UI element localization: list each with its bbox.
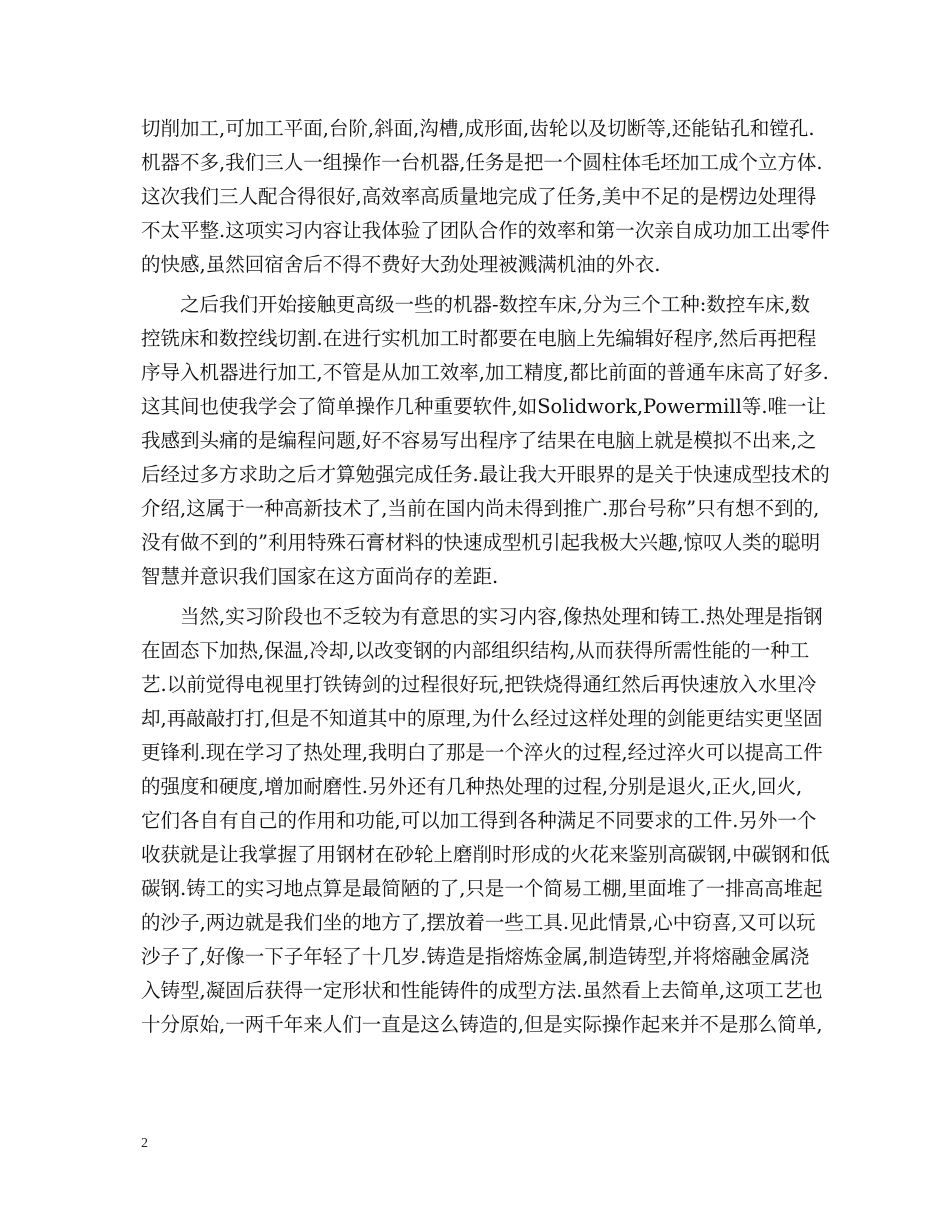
body-text (141, 112, 830, 1042)
text-line: 介绍,这属于一种高新技术了,当前在国内尚未得到推广.那台号称”只有想不到的, (141, 497, 820, 520)
text-line: 的强度和硬度,增加耐磨性.另外还有几种热处理的过程,分别是退火,正火,回火, (141, 775, 803, 798)
text-line: 十分原始,一两千年来人们一直是这么铸造的,但是实际操作起来并不是那么简单, (141, 1013, 823, 1036)
text-line: 却,再敲敲打打,但是不知道其中的原理,为什么经过这样处理的剑能更结实更坚固 (141, 707, 823, 730)
text-line: 更锋利.现在学习了热处理,我明白了那是一个淬火的过程,经过淬火可以提高工件 (141, 741, 823, 764)
text-line: 这次我们三人配合得很好,高效率高质量地完成了任务,美中不足的是楞边处理得 (141, 185, 817, 208)
text-line: 我感到头痛的是编程问题,好不容易写出程序了结果在电脑上就是模拟不出来,之 (141, 429, 817, 452)
text-line: 在固态下加热,保温,冷却,以改变钢的内部组织结构,从而获得所需性能的一种工 (141, 639, 810, 662)
text-line: 收获就是让我掌握了用钢材在砂轮上磨削时形成的火花来鉴别高碳钢,中碳钢和低 (141, 843, 830, 866)
text-line: 不太平整.这项实习内容让我体验了团队合作的效率和第一次亲自成功加工出零件 (141, 219, 830, 242)
text-line: 之后我们开始接触更高级一些的机器-数控车床,分为三个工种:数控车床,数 (180, 293, 811, 316)
text-line: 没有做不到的”利用特殊石膏材料的快速成型机引起我极大兴趣,惊叹人类的聪明 (141, 531, 821, 554)
paragraph (141, 112, 830, 282)
text-line: 碳钢.铸工的实习地点算是最简陋的了,只是一个简易工棚,里面堆了一排高高堆起 (141, 877, 823, 900)
paragraph (141, 600, 830, 1042)
text-line: 序导入机器进行加工,不管是从加工效率,加工精度,都比前面的普通车床高了好多. (141, 361, 829, 384)
text-line: 控铣床和数控线切割.在进行实机加工时都要在电脑上先编辑好程序,然后再把程 (141, 327, 817, 350)
text-line: 入铸型,凝固后获得一定形状和性能铸件的成型方法.虽然看上去简单,这项工艺也 (141, 979, 823, 1002)
text-line: 这其间也使我学会了简单操作几种重要软件,如Solidwork,Powermill等.唯一让 (141, 395, 827, 418)
text-line: 沙子了,好像一下子年轻了十几岁.铸造是指熔炼金属,制造铸型,并将熔融金属浇 (141, 945, 810, 968)
text-line: 智慧并意识我们国家在这方面尚存的差距. (141, 565, 499, 588)
text-line: 的沙子,两边就是我们坐的地方了,摆放着一些工具.见此情景,心中窃喜,又可以玩 (141, 911, 816, 934)
paragraph (141, 288, 830, 594)
text-line: 切削加工,可加工平面,台阶,斜面,沟槽,成形面,齿轮以及切断等,还能钻孔和镗孔. (141, 117, 815, 140)
page-number: 2 (141, 1136, 148, 1151)
text-line: 艺.以前觉得电视里打铁铸剑的过程很好玩,把铁烧得通红然后再快速放入水里冷 (141, 673, 817, 696)
text-line: 机器不多,我们三人一组操作一台机器,任务是把一个圆柱体毛坯加工成个立方体. (141, 151, 823, 174)
text-line: 后经过多方求助之后才算勉强完成任务.最让我大开眼界的是关于快速成型技术的 (141, 463, 830, 486)
text-line: 的快感,虽然回宿舍后不得不费好大劲处理被溅满机油的外衣. (141, 253, 661, 276)
text-line: 它们各自有自己的作用和功能,可以加工得到各种满足不同要求的工件.另外一个 (141, 809, 817, 832)
text-line: 当然,实习阶段也不乏较为有意思的实习内容,像热处理和铸工.热处理是指钢 (180, 605, 823, 628)
